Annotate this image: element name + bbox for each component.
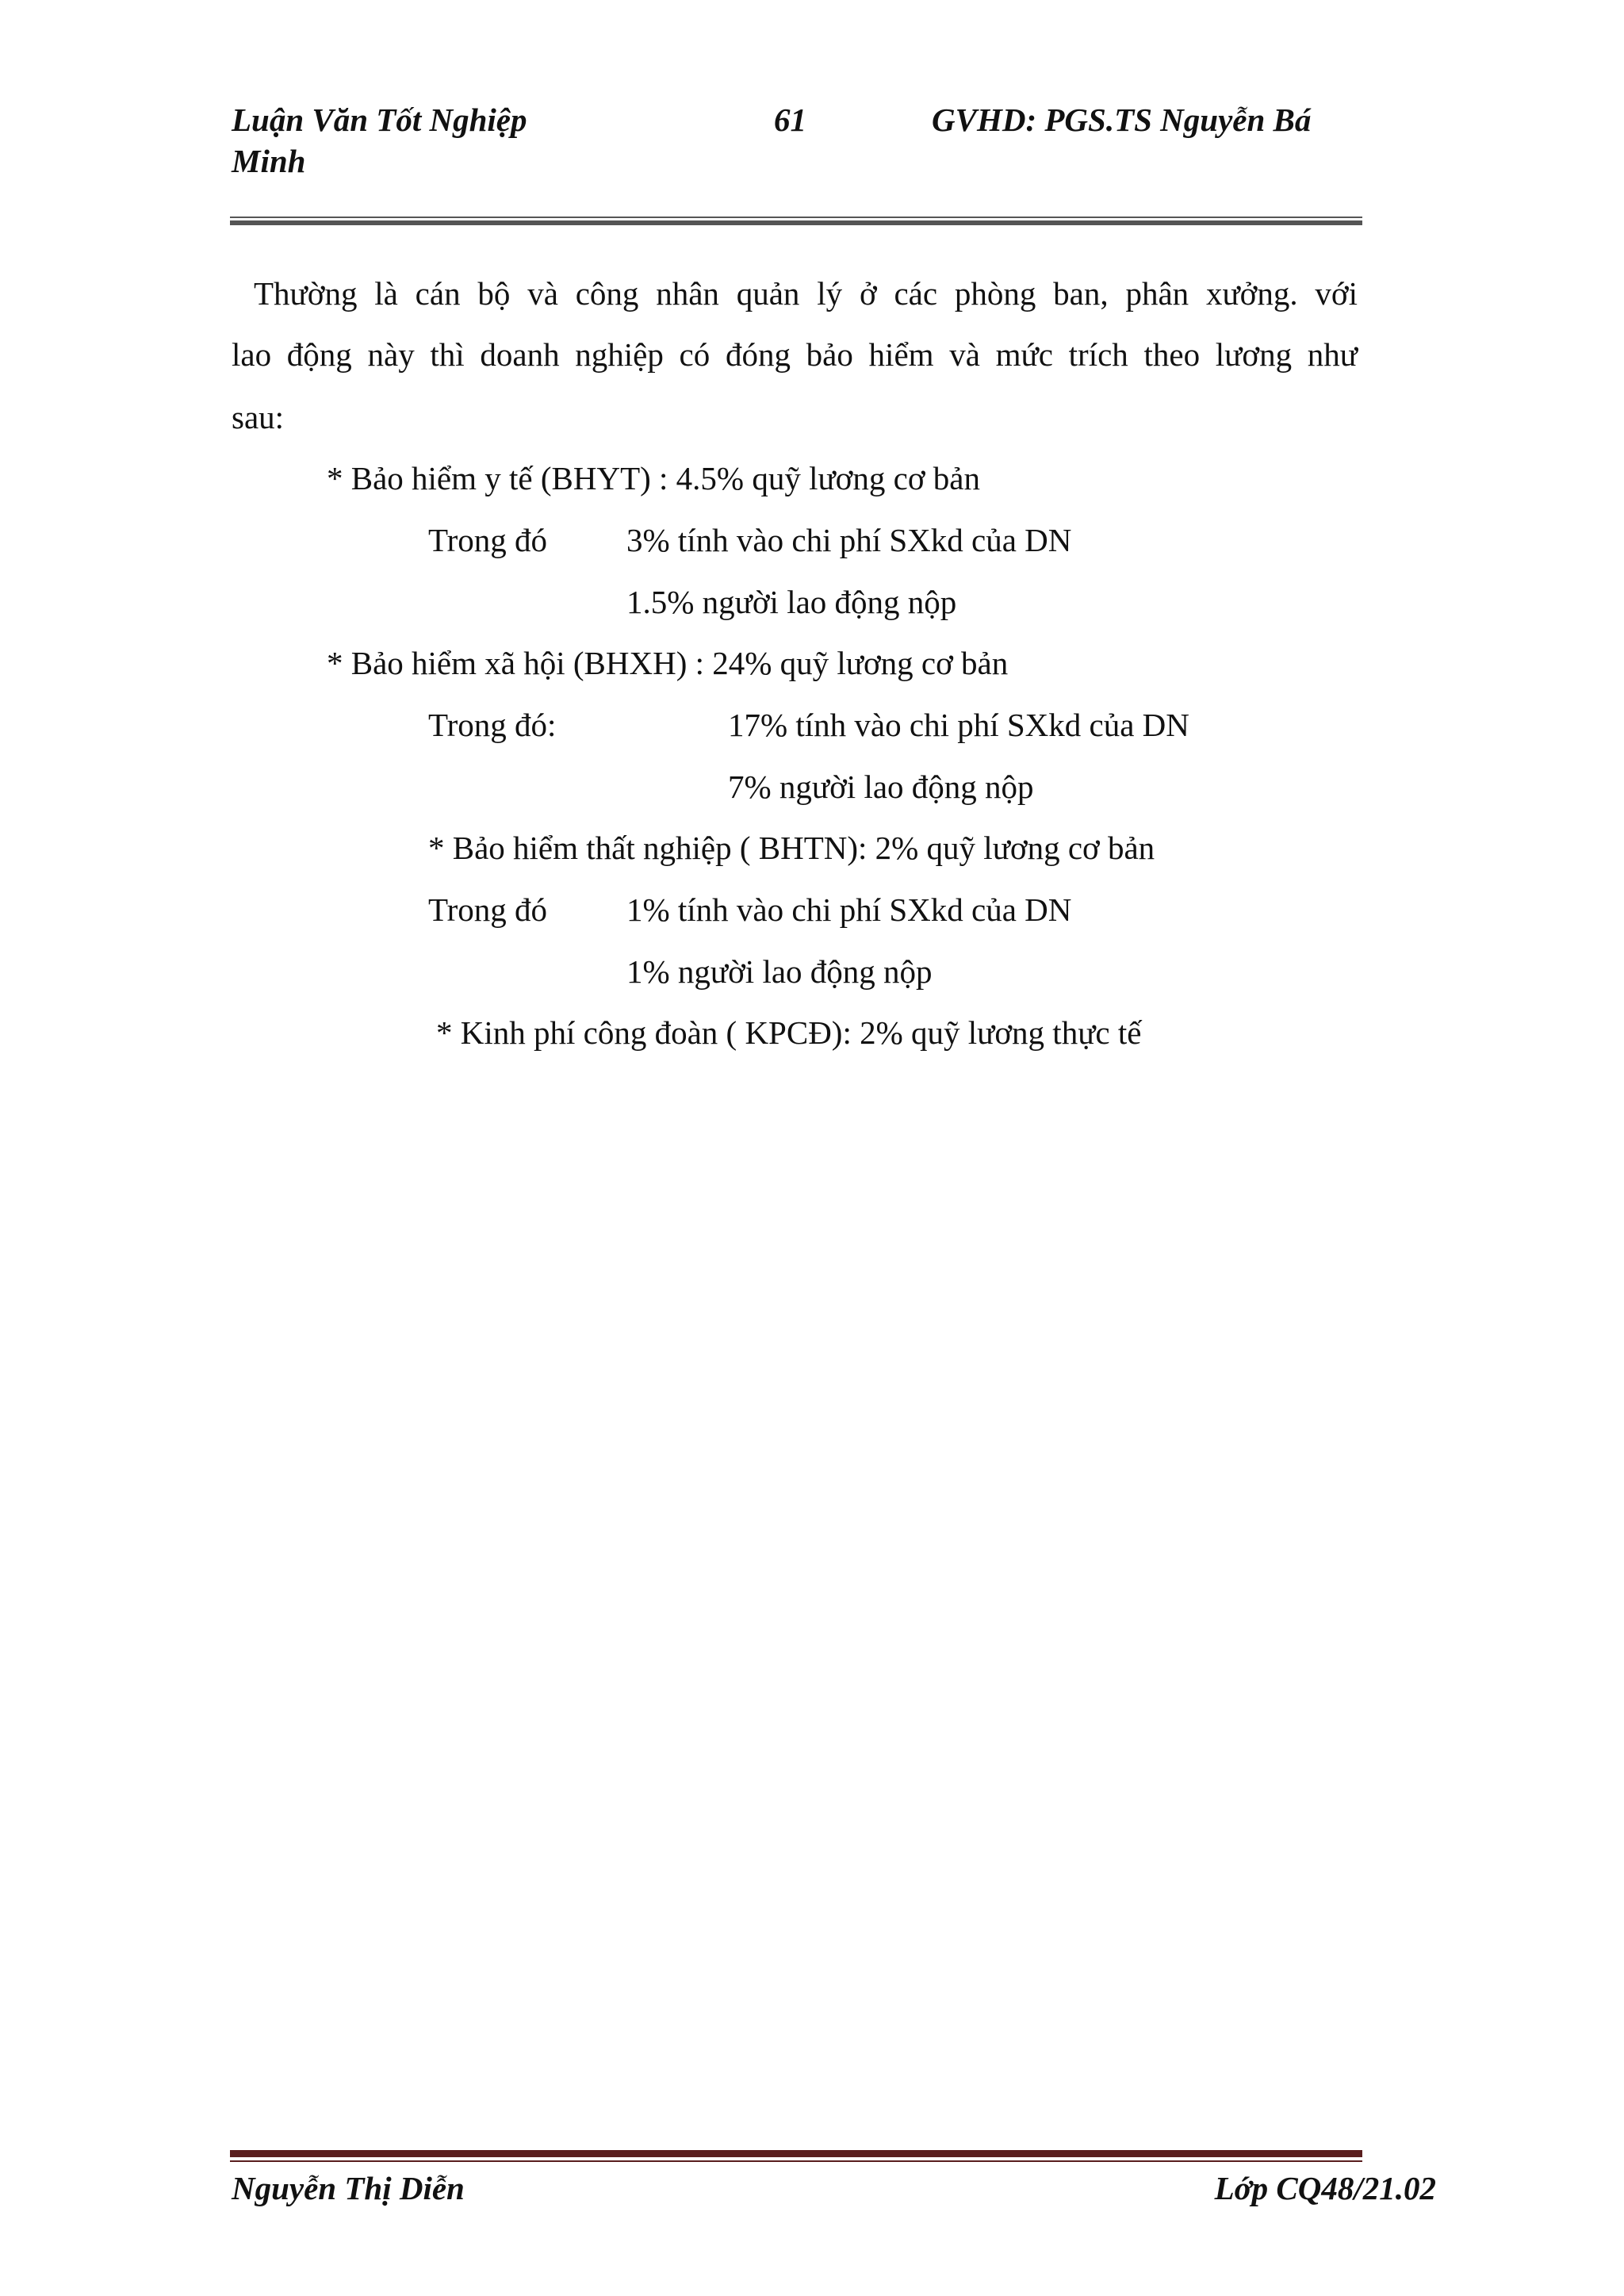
bhtn-label: Trong đó: [428, 891, 548, 928]
header-page-number: 61: [774, 102, 806, 138]
bhtn-line-1: 1% tính vào chi phí SXkd của DN: [626, 891, 1072, 928]
header-advisor: GVHD: PGS.TS Nguyễn Bá: [932, 102, 1312, 138]
paragraph-line-3: sau:: [232, 399, 285, 435]
header-title: Luận Văn Tốt Nghiệp: [232, 102, 527, 138]
header-rule-thick: [230, 220, 1362, 225]
kpcd-title: * Kinh phí công đoàn ( KPCĐ): 2% quỹ lương thực tế: [436, 1014, 1142, 1051]
paragraph-line-2: lao động này thì doanh nghiệp có đóng bảo hiểm và mức trích theo lương như: [232, 336, 1358, 373]
bhyt-label: Trong đó: [428, 522, 548, 558]
footer-author: Nguyễn Thị Diễn: [232, 2170, 465, 2206]
bhyt-line-2: 1.5% người lao động nộp: [626, 584, 957, 620]
footer-rule-thick: [230, 2150, 1362, 2157]
bhtn-title: * Bảo hiểm thất nghiệp ( BHTN): 2% quỹ lương cơ bản: [428, 830, 1155, 866]
bhyt-title: * Bảo hiểm y tế (BHYT) : 4.5% quỹ lương cơ bản: [327, 460, 980, 496]
paragraph-line-1: Thường là cán bộ và công nhân quản lý ở các phòng ban, phân xưởng. với: [254, 275, 1358, 312]
footer-rule-thin: [230, 2160, 1362, 2162]
bhyt-line-1: 3% tính vào chi phí SXkd của DN: [626, 522, 1072, 558]
footer-class: Lớp CQ48/21.02: [1214, 2170, 1436, 2206]
header-advisor-continued: Minh: [232, 143, 306, 179]
bhxh-line-1: 17% tính vào chi phí SXkd của DN: [728, 707, 1189, 743]
bhxh-line-2: 7% người lao động nộp: [728, 769, 1034, 805]
bhtn-line-2: 1% người lao động nộp: [626, 953, 933, 990]
bhxh-title: * Bảo hiểm xã hội (BHXH) : 24% quỹ lương cơ bản: [327, 645, 1009, 681]
bhxh-label: Trong đó:: [428, 707, 557, 743]
header-rule-thin: [230, 217, 1362, 218]
